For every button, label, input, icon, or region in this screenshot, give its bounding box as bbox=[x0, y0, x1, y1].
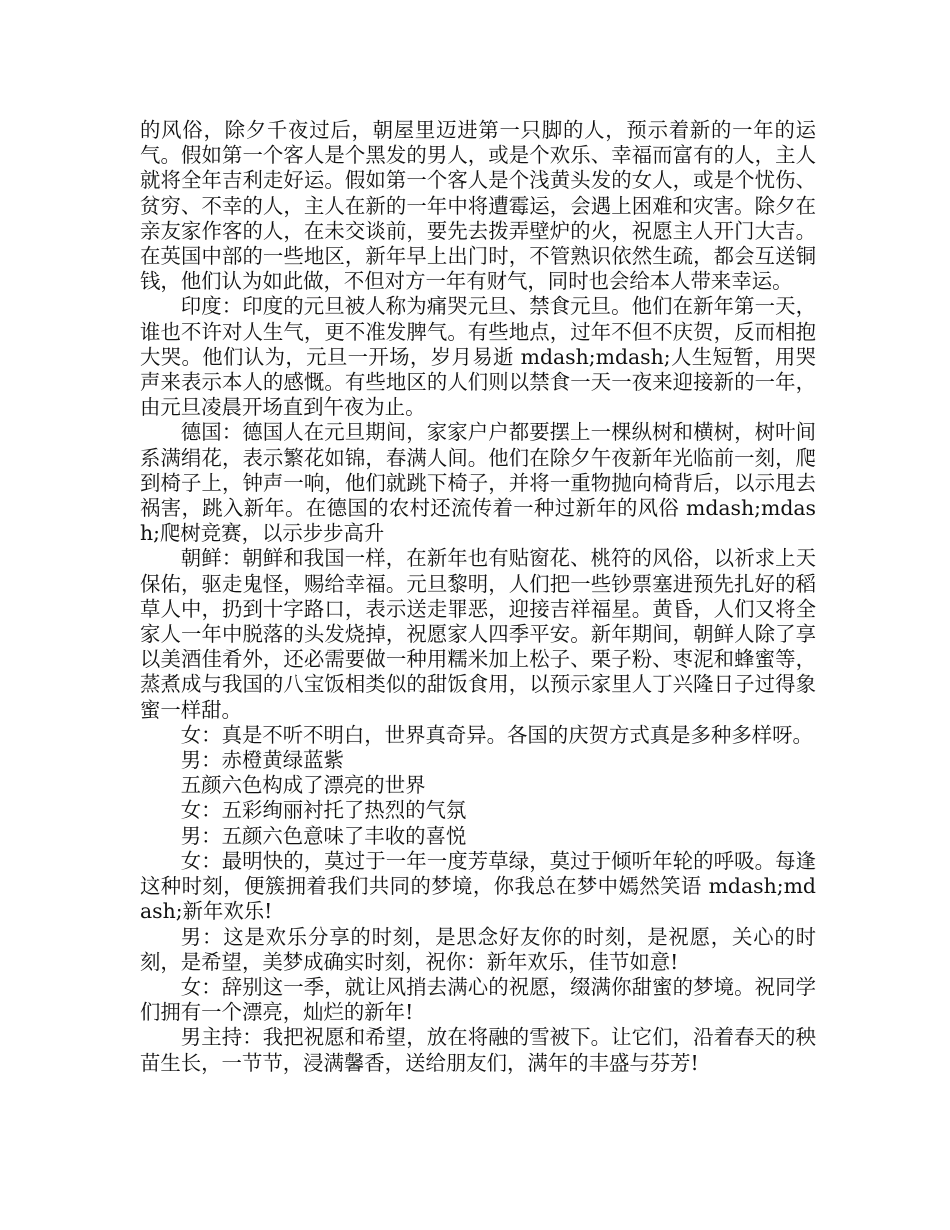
paragraph-male-host-1: 男：赤橙黄绿蓝紫 bbox=[180, 748, 344, 773]
paragraph-male-host-2: 男：五颜六色意味了丰收的喜悦 bbox=[180, 823, 467, 848]
paragraph-male-host-3: 男：这是欢乐分享的时刻，是思念好友你的时刻，是祝愿，关心的时刻，是希望，美梦成确实时刻，祝你：新年欢乐，佳节如意! bbox=[140, 924, 816, 974]
paragraph-female-host-1: 女：真是不听不明白，世界真奇异。各国的庆贺方式真是多种多样呀。 bbox=[180, 722, 813, 747]
paragraph-colorful-world: 五颜六色构成了漂亮的世界 bbox=[180, 773, 426, 798]
paragraph-uk-customs: 的风俗，除夕千夜过后，朝屋里迈进第一只脚的人，预示着新的一年的运气。假如第一个客人是个黑发的男人，或是个欢乐、幸福而富有的人，主人就将全年吉利走好运。假如第一个客人是个浅黄头发的女人，或是个忧伤、贫穷、不幸的人，主人在新的一年中将遭霉运，会遇上困难和灾害。除夕在亲友家作客的人，在未交谈前，要先去拨弄壁炉的火，祝愿主人开门大吉。在英国中部的一些地区，新年早上出门时，不管熟识依然生疏，都会互送铜钱，他们认为如此做，不但对方一年有财气，同时也会给本人带来幸运。 bbox=[140, 118, 816, 294]
paragraph-female-host-3: 女：最明快的，莫过于一年一度芳草绿，莫过于倾听年轮的呼吸。每逢这种时刻，便簇拥着我们共同的梦境，你我总在梦中嫣然笑语 mdash;mdash;新年欢乐! bbox=[140, 848, 816, 924]
paragraph-india: 印度：印度的元旦被人称为痛哭元旦、禁食元旦。他们在新年第一天，谁也不许对人生气，更不准发脾气。有些地点，过年不但不庆贺，反而相抱大哭。他们认为，元旦一开场，岁月易逝 mdash;mdash;人生短暂，用哭声来表示本人的感慨。有些地区的人们则以禁食一天一夜来迎接新的一年，由元旦凌晨开场直到午夜为止。 bbox=[140, 294, 816, 420]
paragraph-male-host-closing: 男主持：我把祝愿和希望，放在将融的雪被下。让它们，沿着春天的秧苗生长，一节节，浸满馨香，送给朋友们，满年的丰盛与芬芳! bbox=[140, 1025, 816, 1075]
paragraph-korea: 朝鲜：朝鲜和我国一样，在新年也有贴窗花、桃符的风俗，以祈求上天保佑，驱走鬼怪，赐给幸福。元旦黎明，人们把一些钞票塞进预先扎好的稻草人中，扔到十字路口，表示送走罪恶，迎接吉祥福星。黄昏，人们又将全家人一年中脱落的头发烧掉，祝愿家人四季平安。新年期间，朝鲜人除了享以美酒佳肴外，还必需要做一种用糯米加上松子、栗子粉、枣泥和蜂蜜等，蒸煮成与我国的八宝饭相类似的甜饭食用，以预示家里人丁兴隆日子过得象蜜一样甜。 bbox=[140, 546, 816, 722]
document-page bbox=[140, 118, 816, 1076]
paragraph-germany: 德国：德国人在元旦期间，家家户户都要摆上一棵纵树和横树，树叶间系满绢花，表示繁花如锦，春满人间。他们在除夕午夜新年光临前一刻，爬到椅子上，钟声一响，他们就跳下椅子，并将一重物抛向椅背后，以示甩去祸害，跳入新年。在德国的农村还流传着一种过新年的风俗 mdash;mdash;爬树竞赛，以示步步高升 bbox=[140, 420, 816, 546]
paragraph-female-host-2: 女：五彩绚丽衬托了热烈的气氛 bbox=[180, 798, 467, 823]
paragraph-female-host-4: 女：辞别这一季，就让风捎去满心的祝愿，缀满你甜蜜的梦境。祝同学们拥有一个漂亮，灿烂的新年! bbox=[140, 974, 816, 1025]
